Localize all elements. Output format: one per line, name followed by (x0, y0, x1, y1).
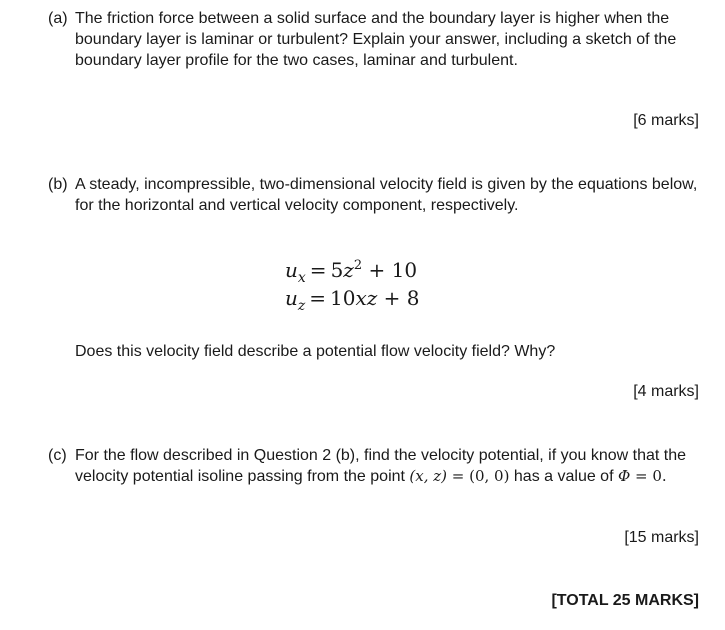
question-c (48, 445, 703, 487)
equation-uz: $u_z = 10xz + 8$ (285, 286, 420, 314)
equation-ux: $u_x = 5z^2 + 10$ (285, 258, 418, 286)
velocity-equations (285, 256, 420, 312)
question-a (48, 8, 703, 71)
total-marks: [TOTAL 25 MARKS] (551, 592, 699, 609)
marks-b: [4 marks] (633, 383, 699, 400)
marks-c: [15 marks] (624, 529, 699, 546)
question-b-text: A steady, incompressible, two-dimensional velocity field is given by the equations below, for the horizontal and vertical velocity component, respectively. (75, 176, 698, 214)
question-a-text: The friction force between a solid surface and the boundary layer is higher when the boundary layer is laminar or turbulent? Explain your answer, including a sketch of the boundary layer profile for the two cases, laminar and turbulent. (75, 10, 677, 69)
marks-a: [6 marks] (633, 112, 699, 129)
question-b-label: (b) (48, 176, 68, 193)
question-b (48, 174, 703, 216)
question-a-label: (a) (48, 10, 68, 27)
question-c-label: (c) (48, 447, 67, 464)
question-c-text: For the flow described in Question 2 (b), find the velocity potential, if you know that the velocity potential isoline passing from the point (x, z) = (0, 0) has a value of Φ = 0. (75, 447, 686, 485)
question-b-followup: Does this velocity field describe a potential flow velocity field? Why? (75, 343, 556, 360)
